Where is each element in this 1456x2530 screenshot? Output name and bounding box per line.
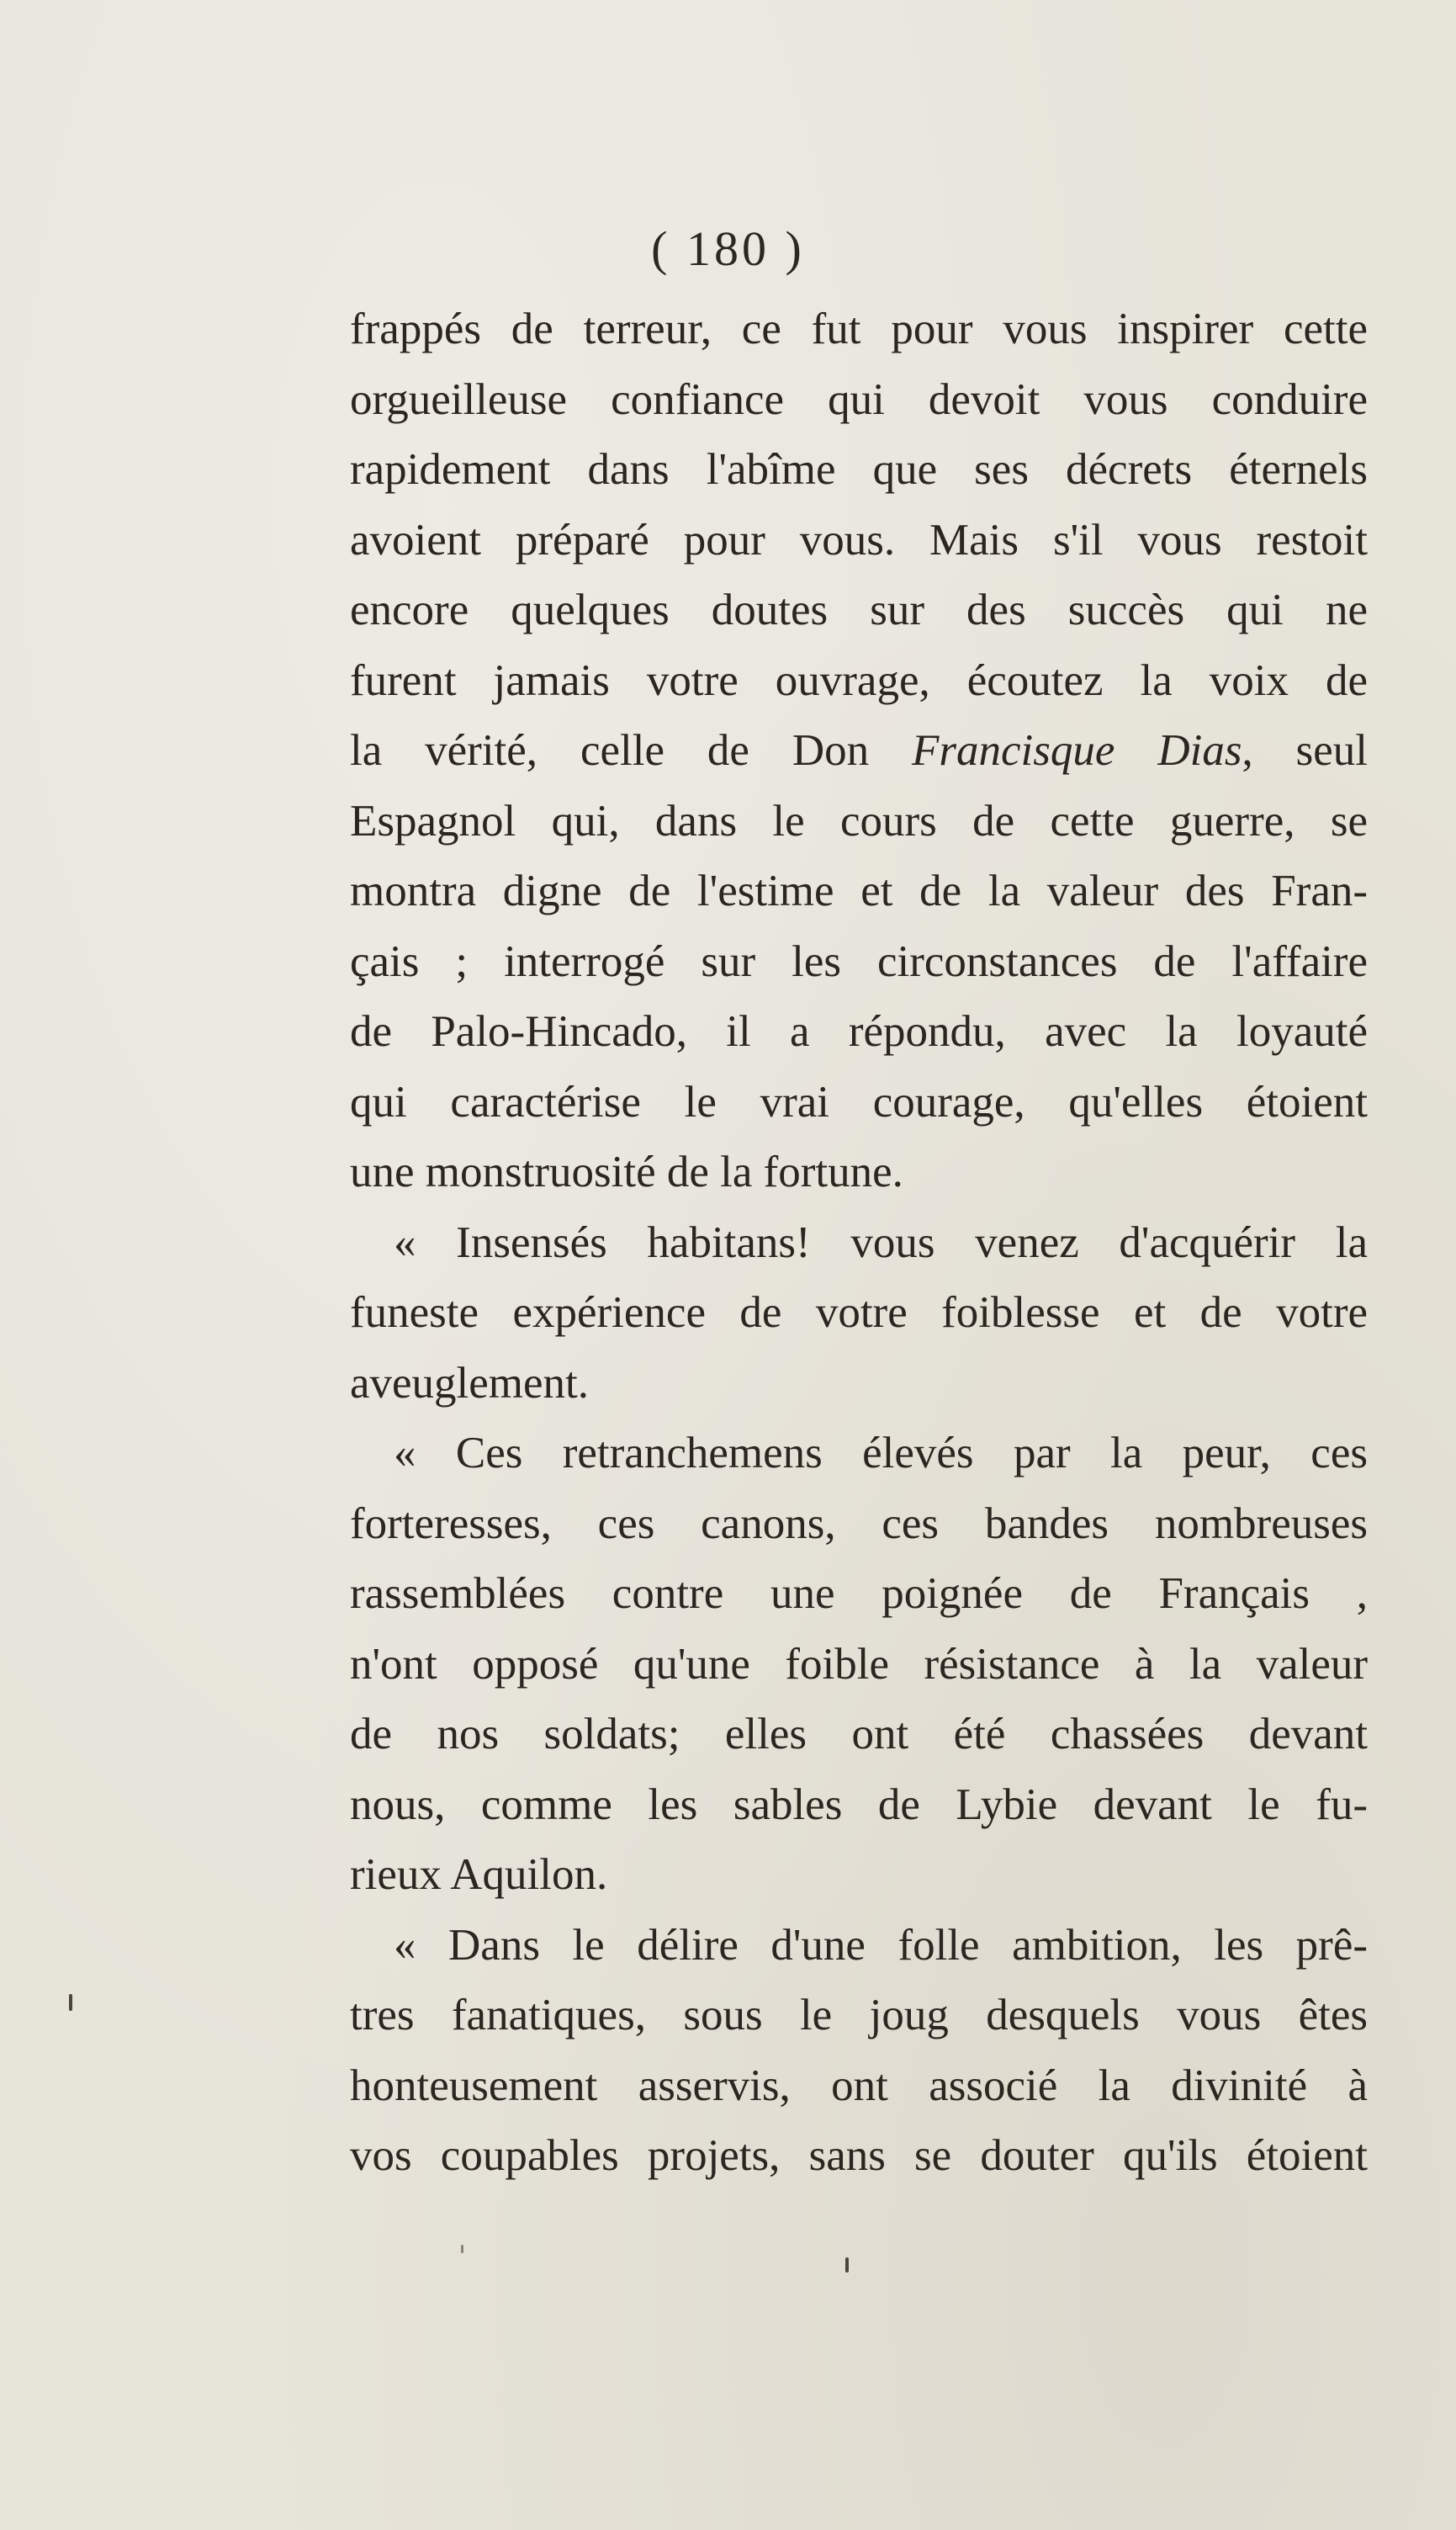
text-line: n'ont opposé qu'une foible résistance à la valeur bbox=[350, 1639, 1368, 1689]
body-text bbox=[350, 294, 1368, 2192]
text-line: vos coupables projets, sans se douter qu'ils étoient bbox=[350, 2131, 1368, 2180]
text-line: de Palo-Hincado, il a répondu, avec la loyauté bbox=[350, 1007, 1368, 1056]
text-line: çais ; interrogé sur les circonstances de l'affaire bbox=[350, 936, 1368, 986]
page-number: ( 180 ) bbox=[651, 221, 805, 276]
text-line: qui caractérise le vrai courage, qu'elles étoient bbox=[350, 1077, 1368, 1127]
paragraph-start: « Dans le délire d'une folle ambition, les prê- bbox=[394, 1920, 1368, 1970]
text-line: avoient préparé pour vous. Mais s'il vous restoit bbox=[350, 515, 1368, 565]
paragraph-start: « Insensés habitans! vous venez d'acquérir la bbox=[394, 1217, 1368, 1267]
text-line: rapidement dans l'abîme que ses décrets éternels bbox=[350, 445, 1368, 494]
text-line-with-name bbox=[350, 716, 1368, 787]
text-line: tres fanatiques, sous le joug desquels vous êtes bbox=[350, 1991, 1368, 2039]
text-segment: , seul bbox=[1242, 726, 1369, 775]
text-line: forteresses, ces canons, ces bandes nombreuses bbox=[350, 1498, 1368, 1548]
text-line: furent jamais votre ouvrage, écoutez la voix de bbox=[350, 655, 1368, 705]
text-segment: la vérité, celle de Don bbox=[350, 726, 913, 775]
text-line: une monstruosité de la fortune. bbox=[350, 1148, 903, 1196]
paper-speck bbox=[69, 1994, 72, 2011]
person-name: Francisque Dias bbox=[912, 726, 1242, 775]
text-line: montra digne de l'estime et de la valeur des Fran- bbox=[350, 867, 1368, 915]
text-line: rassemblées contre une poignée de Français , bbox=[350, 1569, 1368, 1618]
paper-speck bbox=[845, 2257, 849, 2273]
text-line: funeste expérience de votre foiblesse et de votre bbox=[350, 1288, 1368, 1337]
paper-speck bbox=[461, 2245, 463, 2253]
text-line: orgueilleuse confiance qui devoit vous conduire bbox=[350, 374, 1368, 424]
text-line: nous, comme les sables de Lybie devant le fu- bbox=[350, 1779, 1368, 1829]
text-line: honteusement asservis, ont associé la divinité à bbox=[350, 2061, 1368, 2110]
text-line: Espagnol qui, dans le cours de cette guerre, se bbox=[350, 796, 1368, 846]
text-line: de nos soldats; elles ont été chassées devant bbox=[350, 1710, 1368, 1758]
text-line: encore quelques doutes sur des succès qui ne bbox=[350, 586, 1368, 634]
text-line: aveuglement. bbox=[350, 1358, 590, 1408]
text-line: frappés de terreur, ce fut pour vous inspirer cette bbox=[350, 305, 1368, 353]
paragraph-start: « Ces retranchemens élevés par la peur, ces bbox=[394, 1429, 1368, 1477]
text-line: rieux Aquilon. bbox=[350, 1850, 608, 1899]
